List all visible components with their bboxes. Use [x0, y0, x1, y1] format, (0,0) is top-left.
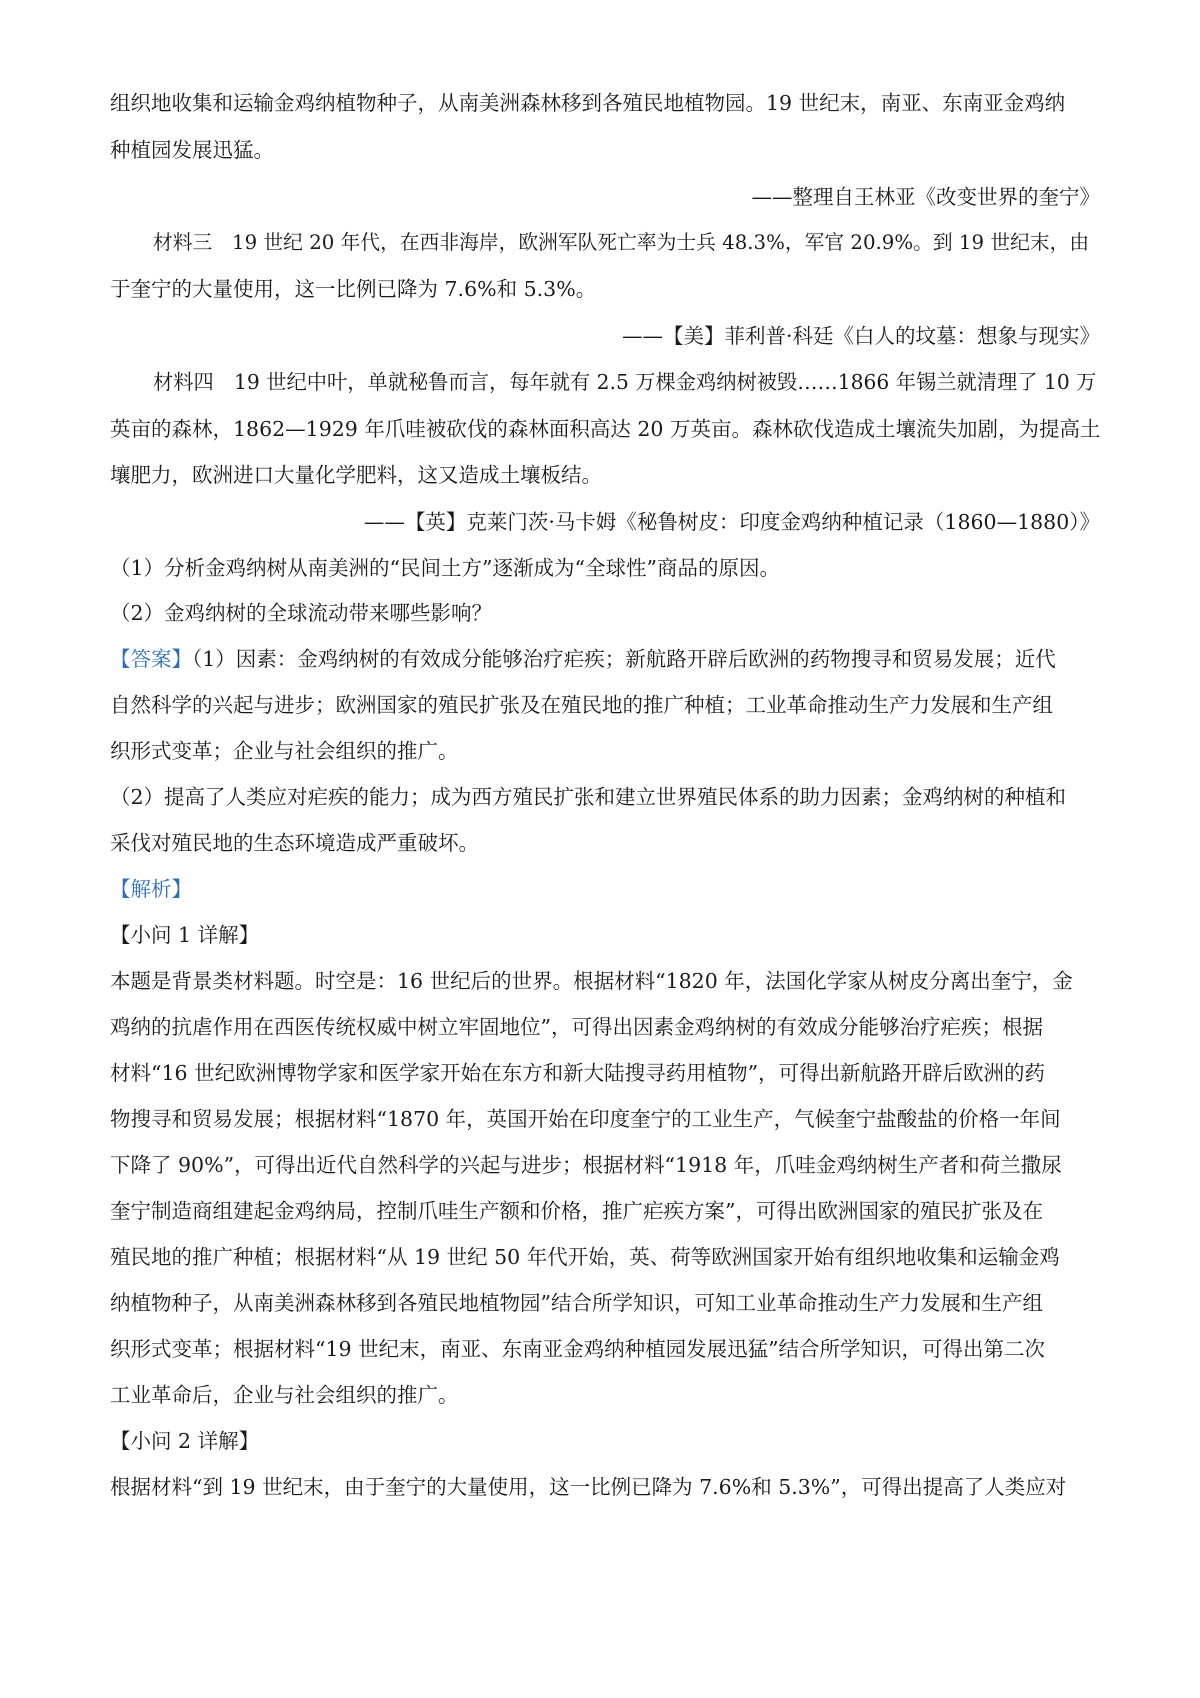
sub-question-1-label: 【小问 1 详解】 — [110, 923, 260, 947]
analysis-1-line-4: 物搜寻和贸易发展；根据材料“1870 年，英国开始在印度奎宁的工业生产，气候奎宁盐酸盐的价格一年间 — [110, 1107, 1061, 1131]
question-2: （2）金鸡纳树的全球流动带来哪些影响？ — [110, 601, 493, 625]
analysis-1-line-9: 织形式变革；根据材料“19 世纪末，南亚、东南亚金鸡纳种植园发展迅猛”结合所学知识，可得出第二次 — [110, 1337, 1046, 1361]
material-four-source: ——【英】克莱门茨·马卡姆《秘鲁树皮：印度金鸡纳种植记录（1860—1880）》 — [363, 510, 1100, 534]
material-three-line-2: 于奎宁的大量使用，这一比例已降为 7.6%和 5.3%。 — [110, 277, 597, 301]
analysis-1-line-10: 工业革命后，企业与社会组织的推广。 — [110, 1383, 459, 1407]
material-two-line-1: 组织地收集和运输金鸡纳植物种子，从南美洲森林移到各殖民地植物园。19 世纪末，南亚、东南亚金鸡纳 — [110, 91, 1066, 115]
analysis-1-line-7: 殖民地的推广种植；根据材料“从 19 世纪 50 年代开始，英、荷等欧洲国家开始有组织地收集和运输金鸡 — [110, 1245, 1060, 1269]
answer-line-3: 织形式变革；企业与社会组织的推广。 — [110, 739, 459, 763]
analysis-1-line-6: 奎宁制造商组建起金鸡纳局，控制爪哇生产额和价格，推广疟疾方案”，可得出欧洲国家的殖民扩张及在 — [110, 1199, 1043, 1223]
answer-line-4: （2）提高了人类应对疟疾的能力；成为西方殖民扩张和建立世界殖民体系的助力因素；金鸡纳树的种植和 — [110, 785, 1067, 809]
answer-1-text: （1）因素：金鸡纳树的有效成分能够治疗疟疾；新航路开辟后欧洲的药物搜寻和贸易发展；近代 — [192, 647, 1056, 671]
analysis-label: 【解析】 — [110, 877, 192, 901]
material-three-source: ——【美】菲利普·科廷《白人的坟墓：想象与现实》 — [621, 324, 1100, 348]
answer-line-5: 采伐对殖民地的生态环境造成严重破坏。 — [110, 831, 479, 855]
answer-label: 【答案】 — [110, 647, 192, 671]
material-four-line-1: 材料四 19 世纪中叶，单就秘鲁而言，每年就有 2.5 万棵金鸡纳树被毁……1866 年锡兰就清理了 10 万 — [153, 370, 1097, 394]
analysis-1-line-2: 鸡纳的抗虐作用在西医传统权威中树立牢固地位”，可得出因素金鸡纳树的有效成分能够治疗疟疾；根据 — [110, 1015, 1043, 1039]
analysis-1-line-3: 材料“16 世纪欧洲博物学家和医学家开始在东方和新大陆搜寻药用植物”，可得出新航路开辟后欧洲的药 — [110, 1061, 1046, 1085]
question-1: （1）分析金鸡纳树从南美洲的“民间土方”逐渐成为“全球性”商品的原因。 — [110, 556, 780, 580]
material-two-line-2: 种植园发展迅猛。 — [110, 138, 274, 162]
analysis-1-line-5: 下降了 90%”，可得出近代自然科学的兴起与进步；根据材料“1918 年，爪哇金鸡纳树生产者和荷兰撒尿 — [110, 1153, 1062, 1177]
answer-line-1 — [110, 644, 1100, 674]
analysis-2-line-1: 根据材料“到 19 世纪末，由于奎宁的大量使用，这一比例已降为 7.6%和 5.3%”，可得出提高了人类应对 — [110, 1475, 1067, 1499]
answer-line-2: 自然科学的兴起与进步；欧洲国家的殖民扩张及在殖民地的推广种植；工业革命推动生产力发展和生产组 — [110, 693, 1053, 717]
material-three-line-1: 材料三 19 世纪 20 年代，在西非海岸，欧洲军队死亡率为士兵 48.3%，军官 20.9%。到 19 世纪末，由 — [153, 231, 1090, 254]
analysis-1-line-1: 本题是背景类材料题。时空是：16 世纪后的世界。根据材料“1820 年，法国化学家从树皮分离出奎宁，金 — [110, 969, 1073, 993]
sub-question-2-label: 【小问 2 详解】 — [110, 1429, 260, 1453]
material-four-line-2: 英亩的森林，1862—1929 年爪哇被砍伐的森林面积高达 20 万英亩。森林砍伐造成土壤流失加剧，为提高土 — [110, 417, 1101, 441]
analysis-1-line-8: 纳植物种子，从南美洲森林移到各殖民地植物园”结合所学知识，可知工业革命推动生产力发展和生产组 — [110, 1291, 1043, 1315]
material-two-source: ——整理自王林亚《改变世界的奎宁》 — [751, 185, 1100, 209]
material-four-line-3: 壤肥力，欧洲进口大量化学肥料，这又造成土壤板结。 — [110, 463, 602, 487]
